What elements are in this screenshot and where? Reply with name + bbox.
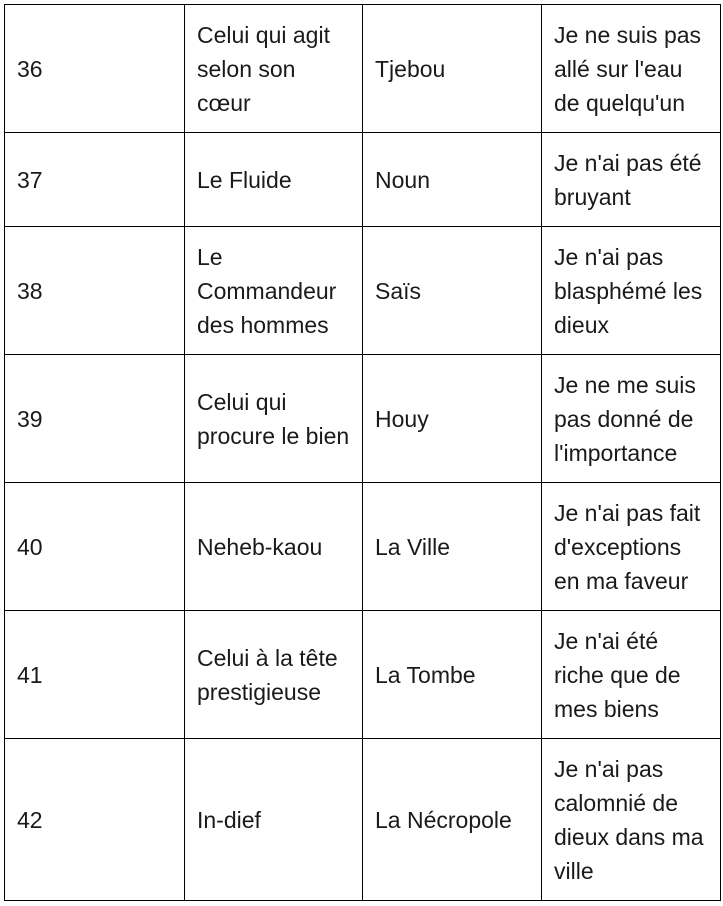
table-row (5, 227, 721, 355)
cell-confession: Je n'ai pas fait d'exceptions en ma faveur (542, 483, 721, 611)
cell-deity-name: Neheb-kaou (185, 483, 363, 611)
cell-deity-name: Le Fluide (185, 133, 363, 227)
cell-number: 38 (5, 227, 185, 355)
cell-number: 42 (5, 739, 185, 901)
cell-place: La Tombe (363, 611, 542, 739)
cell-number: 36 (5, 5, 185, 133)
cell-deity-name: In-dief (185, 739, 363, 901)
cell-deity-name: Le Commandeur des hommes (185, 227, 363, 355)
cell-place: Saïs (363, 227, 542, 355)
cell-number: 39 (5, 355, 185, 483)
cell-deity-name: Celui qui procure le bien (185, 355, 363, 483)
cell-number: 40 (5, 483, 185, 611)
table-row (5, 355, 721, 483)
cell-place: La Nécropole (363, 739, 542, 901)
table-row (5, 133, 721, 227)
cell-confession: Je n'ai pas blasphémé les dieux (542, 227, 721, 355)
cell-confession: Je ne me suis pas donné de l'importance (542, 355, 721, 483)
cell-place: Houy (363, 355, 542, 483)
cell-place: La Ville (363, 483, 542, 611)
cell-number: 37 (5, 133, 185, 227)
cell-place: Noun (363, 133, 542, 227)
cell-confession: Je n'ai pas été bruyant (542, 133, 721, 227)
table-row (5, 611, 721, 739)
table-row (5, 483, 721, 611)
cell-confession: Je n'ai pas calomnié de dieux dans ma ville (542, 739, 721, 901)
cell-number: 41 (5, 611, 185, 739)
cell-confession: Je n'ai été riche que de mes biens (542, 611, 721, 739)
cell-deity-name: Celui à la tête prestigieuse (185, 611, 363, 739)
cell-place: Tjebou (363, 5, 542, 133)
cell-confession: Je ne suis pas allé sur l'eau de quelqu'un (542, 5, 721, 133)
confessions-table (4, 4, 721, 901)
table-row (5, 5, 721, 133)
cell-deity-name: Celui qui agit selon son cœur (185, 5, 363, 133)
table-row (5, 739, 721, 901)
